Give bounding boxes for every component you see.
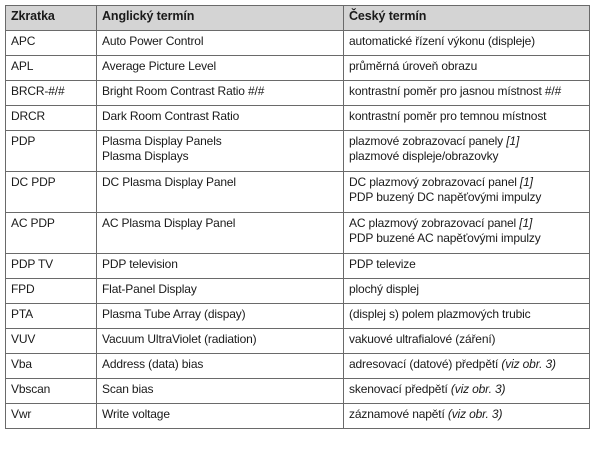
cell-abbreviation: AC PDP: [6, 213, 97, 254]
table-row: [6, 213, 590, 254]
glossary-document: [5, 5, 589, 429]
cell-english-term: [97, 404, 344, 429]
czech-term-line: [349, 84, 584, 99]
cell-english-term: [97, 379, 344, 404]
cell-english-term: [97, 31, 344, 56]
english-term-line: Average Picture Level: [102, 59, 217, 73]
cell-czech-term: [344, 31, 590, 56]
cell-abbreviation: APL: [6, 56, 97, 81]
cell-abbreviation: BRCR-#/#: [6, 81, 97, 106]
cell-english-term: [97, 172, 344, 213]
czech-term-line: [349, 407, 584, 422]
czech-term-text: průměrná úroveň obrazu: [349, 59, 478, 73]
cell-english-term: [97, 106, 344, 131]
english-term-line: Scan bias: [102, 382, 154, 396]
table-row: [6, 106, 590, 131]
czech-term-text: PDP buzený DC napěťovými impulzy: [349, 190, 542, 204]
table-row: [6, 354, 590, 379]
reference-note: (viz obr. 3): [450, 382, 506, 396]
reference-note: [1]: [519, 175, 533, 189]
english-term-line: PDP television: [102, 257, 178, 271]
czech-term-line: [349, 149, 584, 164]
cell-abbreviation: VUV: [6, 329, 97, 354]
table-body: [6, 31, 590, 429]
reference-note: (viz obr. 3): [447, 407, 503, 421]
cell-abbreviation: PTA: [6, 304, 97, 329]
header-row: [6, 6, 590, 31]
english-term-line: Bright Room Contrast Ratio #/#: [102, 84, 265, 98]
table-row: [6, 131, 590, 172]
english-term-line: Address (data) bias: [102, 357, 204, 371]
cell-english-term: [97, 213, 344, 254]
czech-term-text: plochý displej: [349, 282, 419, 296]
czech-term-line: [349, 282, 584, 297]
cell-english-term: [97, 354, 344, 379]
english-term-line: DC Plasma Display Panel: [102, 175, 236, 189]
glossary-table: [5, 5, 590, 429]
czech-term-text: plazmové displeje/obrazovky: [349, 149, 499, 163]
cell-english-term: [97, 279, 344, 304]
cell-czech-term: [344, 131, 590, 172]
cell-czech-term: [344, 379, 590, 404]
cell-czech-term: [344, 254, 590, 279]
czech-term-line: [349, 190, 584, 205]
english-term-line: Write voltage: [102, 407, 170, 421]
czech-term-text: záznamové napětí: [349, 407, 448, 421]
czech-term-text: AC plazmový zobrazovací panel: [349, 216, 520, 230]
cell-abbreviation: Vba: [6, 354, 97, 379]
cell-czech-term: [344, 354, 590, 379]
cell-english-term: [97, 329, 344, 354]
table-row: [6, 379, 590, 404]
cell-czech-term: [344, 56, 590, 81]
table-row: [6, 56, 590, 81]
english-term-line: Auto Power Control: [102, 34, 204, 48]
cell-abbreviation: FPD: [6, 279, 97, 304]
czech-term-line: [349, 257, 584, 272]
czech-term-text: (displej s) polem plazmových trubic: [349, 307, 531, 321]
czech-term-text: kontrastní poměr pro temnou místnost: [349, 109, 547, 123]
english-term-line: Flat-Panel Display: [102, 282, 197, 296]
table-row: [6, 172, 590, 213]
cell-abbreviation: PDP: [6, 131, 97, 172]
cell-english-term: [97, 254, 344, 279]
table-row: [6, 254, 590, 279]
czech-term-line: [349, 59, 584, 74]
czech-term-text: PDP televize: [349, 257, 416, 271]
cell-czech-term: [344, 213, 590, 254]
czech-term-line: [349, 175, 584, 190]
cell-abbreviation: DRCR: [6, 106, 97, 131]
reference-note: [1]: [506, 134, 520, 148]
czech-term-text: skenovací předpětí: [349, 382, 451, 396]
czech-term-text: plazmové zobrazovací panely: [349, 134, 507, 148]
cell-czech-term: [344, 329, 590, 354]
english-term-line: Dark Room Contrast Ratio: [102, 109, 240, 123]
cell-english-term: [97, 304, 344, 329]
cell-abbreviation: PDP TV: [6, 254, 97, 279]
table-row: [6, 31, 590, 56]
czech-term-line: [349, 216, 584, 231]
czech-term-line: [349, 134, 584, 149]
table-row: [6, 304, 590, 329]
czech-term-text: DC plazmový zobrazovací panel: [349, 175, 520, 189]
czech-term-line: [349, 109, 584, 124]
czech-term-text: automatické řízení výkonu (displeje): [349, 34, 536, 48]
cell-czech-term: [344, 172, 590, 213]
czech-term-text: PDP buzené AC napěťovými impulzy: [349, 231, 541, 245]
cell-abbreviation: Vwr: [6, 404, 97, 429]
cell-abbreviation: APC: [6, 31, 97, 56]
cell-english-term: [97, 131, 344, 172]
table-row: [6, 404, 590, 429]
czech-term-line: [349, 357, 584, 372]
header-english-term: Anglický termín: [97, 6, 344, 31]
english-term-line: Plasma Tube Array (dispay): [102, 307, 246, 321]
cell-czech-term: [344, 404, 590, 429]
cell-abbreviation: DC PDP: [6, 172, 97, 213]
cell-czech-term: [344, 81, 590, 106]
english-term-line: Plasma Displays: [102, 149, 189, 163]
english-term-line: AC Plasma Display Panel: [102, 216, 236, 230]
czech-term-line: [349, 382, 584, 397]
cell-english-term: [97, 56, 344, 81]
cell-czech-term: [344, 279, 590, 304]
cell-czech-term: [344, 106, 590, 131]
table-row: [6, 81, 590, 106]
reference-note: (viz obr. 3): [501, 357, 556, 371]
cell-czech-term: [344, 304, 590, 329]
czech-term-text: kontrastní poměr pro jasnou místnost #/#: [349, 84, 562, 98]
czech-term-line: [349, 231, 584, 246]
table-row: [6, 279, 590, 304]
cell-english-term: [97, 81, 344, 106]
header-abbreviation: Zkratka: [6, 6, 97, 31]
czech-term-line: [349, 34, 584, 49]
czech-term-text: adresovací (datové) předpětí: [349, 357, 502, 371]
czech-term-text: vakuové ultrafialové (záření): [349, 332, 496, 346]
table-row: [6, 329, 590, 354]
czech-term-line: [349, 332, 584, 347]
header-czech-term: Český termín: [344, 6, 590, 31]
czech-term-line: [349, 307, 584, 322]
english-term-line: Vacuum UltraViolet (radiation): [102, 332, 257, 346]
table-header: [6, 6, 590, 31]
english-term-line: Plasma Display Panels: [102, 134, 222, 148]
reference-note: [1]: [519, 216, 533, 230]
cell-abbreviation: Vbscan: [6, 379, 97, 404]
